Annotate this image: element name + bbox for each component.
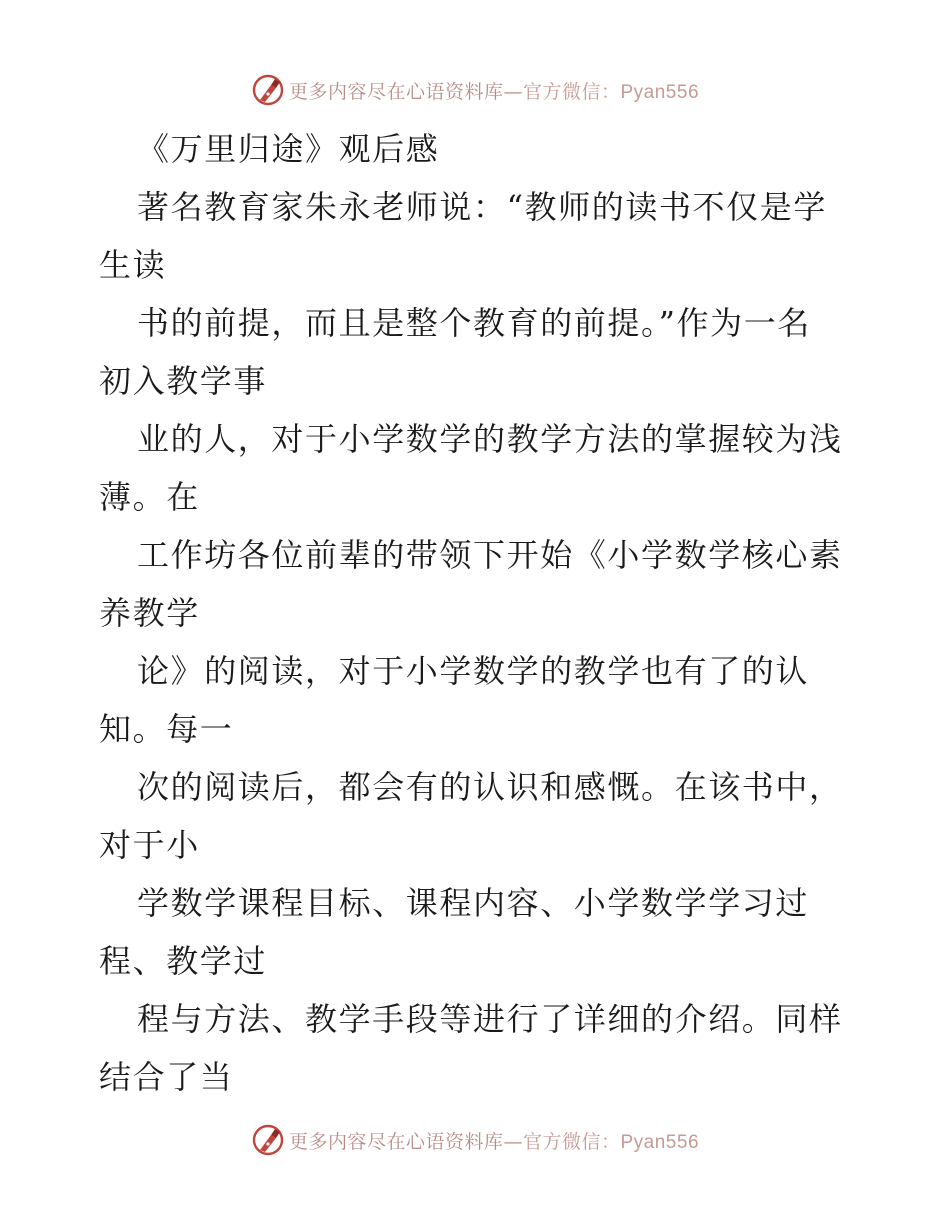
pen-nib-logo-icon [251, 73, 285, 107]
header-watermark [0, 70, 950, 110]
watermark-text: 更多内容尽在心语资料库—官方微信：Pyan556 [288, 1130, 700, 1153]
text-line: 初入教学事 [99, 362, 268, 400]
text-line: 论》的阅读，对于小学数学的教学也有了的认 [137, 652, 810, 690]
text-line: 学数学课程目标、课程内容、小学数学学习过 [137, 884, 810, 922]
text-line: 业的人，对于小学数学的教学方法的掌握较为浅 [137, 420, 843, 458]
text-line: 对于小 [99, 826, 200, 864]
text-line: 薄。在 [99, 478, 200, 516]
text-line: 书的前提，而且是整个教育的前提。”作为一名 [137, 304, 811, 342]
text-line: 知。每一 [99, 710, 234, 748]
text-line: 工作坊各位前辈的带领下开始《小学数学核心素 [137, 536, 843, 574]
watermark-text: 更多内容尽在心语资料库—官方微信：Pyan556 [288, 80, 700, 103]
text-line: 次的阅读后，都会有的认识和感慨。在该书中， [137, 768, 843, 806]
document-title: 《万里归途》观后感 [137, 130, 440, 168]
text-line: 程与方法、教学手段等进行了详细的介绍。同样 [137, 1000, 843, 1038]
text-line: 养教学 [99, 594, 200, 632]
text-line: 结合了当 [99, 1058, 234, 1096]
pen-nib-logo-icon [251, 1123, 285, 1157]
text-line: 程、教学过 [99, 942, 268, 980]
footer-watermark [0, 1120, 950, 1160]
text-line: 生读 [99, 246, 167, 284]
text-line: 著名教育家朱永老师说：“教师的读书不仅是学 [137, 188, 827, 226]
